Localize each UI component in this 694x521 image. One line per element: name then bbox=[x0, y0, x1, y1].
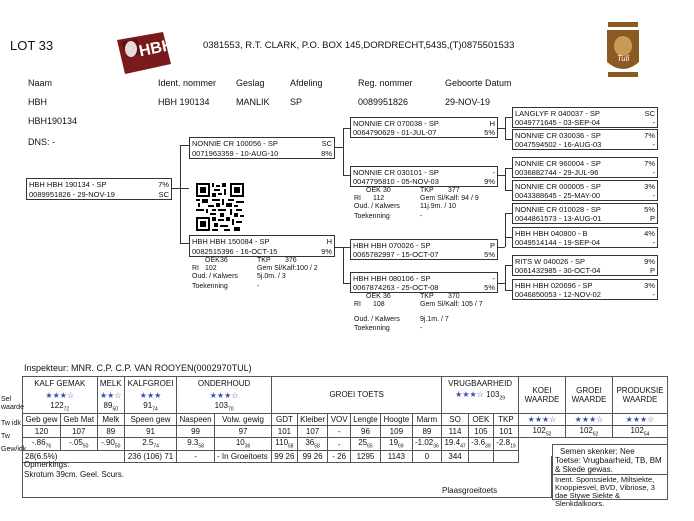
col-melk: Melk bbox=[97, 413, 124, 425]
hdr-groei-waarde: GROEI WAARDE bbox=[566, 377, 613, 414]
dd-oud-value: 9j.1m. / 7 bbox=[420, 316, 449, 323]
koei-index-cell bbox=[519, 425, 566, 438]
sd-oud-value: 11j.9m. / 10 bbox=[420, 203, 457, 210]
gew-idk-cell: 99 26 bbox=[272, 450, 298, 462]
stars-kalf-gemak: ★★★☆ bbox=[23, 390, 98, 402]
dam-oek-value: 36 bbox=[220, 257, 228, 264]
onderhoud-sub: 70 bbox=[227, 406, 234, 413]
dd-oek-label: OEK bbox=[366, 293, 381, 300]
stars-vrugbaarheid: ★★★☆ bbox=[455, 389, 484, 399]
gew-idk-cell: 99 26 bbox=[297, 450, 328, 462]
label-name: Naam bbox=[28, 78, 53, 88]
sd-ri-label: RI bbox=[354, 195, 361, 202]
hdr-kalfgroei: KALFGROEI bbox=[125, 377, 177, 390]
dam-gem: Gem Sl/Kalf:100 / 2 bbox=[257, 265, 318, 272]
tw-cell: $25_{65}$ bbox=[350, 438, 380, 451]
dns-value: DNS: - bbox=[28, 137, 55, 147]
sd-ri-value: 112 bbox=[373, 195, 385, 202]
tw-cell: $110_{58}$ bbox=[272, 438, 298, 451]
dd-tkp-value: 370 bbox=[448, 293, 460, 300]
col-hoogte: Hoogte bbox=[381, 413, 413, 425]
owner-line: 0381553, R.T. CLARK, P.O. BOX 145,DORDRECHT,5435,(T)0875501533 bbox=[203, 40, 515, 51]
col-marm: Marm bbox=[412, 413, 442, 425]
col-gdt: GDT bbox=[272, 413, 298, 425]
kalf-gemak-index: 122 bbox=[50, 401, 64, 411]
dd-gem: Gem Sl/Kalf: 105 / 7 bbox=[420, 301, 483, 308]
pedigree-g4-5: NONNIE CR 010028 - SP 5% 0044861573 - 13-AUG-01 P bbox=[512, 203, 658, 224]
dd-ri-value: 108 bbox=[373, 301, 385, 308]
side-label-tw: Tw bbox=[1, 433, 10, 440]
gew-idk-cell: - bbox=[177, 450, 215, 462]
kalfgroei-index: 91 bbox=[143, 401, 153, 411]
kalf-gemak-index-cell bbox=[23, 401, 98, 413]
gew-idk-cell: - 26 bbox=[328, 450, 350, 462]
tw-idk-cell: 120 bbox=[23, 425, 61, 438]
tw-cell: $-1.02_{36}$ bbox=[412, 438, 442, 451]
dd-toek-value: - bbox=[420, 325, 423, 332]
stars-koei: ★★★☆ bbox=[519, 413, 566, 425]
sd-oek-label: OEK bbox=[366, 187, 381, 194]
animal-ident: HBH 190134 bbox=[158, 97, 210, 107]
sd-oud-label: Oud. / Kalwers bbox=[354, 203, 400, 210]
stars-onderhoud: ★★★☆ bbox=[177, 390, 272, 402]
vaccinations-text: Inent. Sponssiekte, Miltsiekte, Knoppiesvel, BVD, Vibriose, 3 dae Stywe Siekte & Slenkdalkoors. bbox=[555, 475, 655, 508]
pedigree-g4-4: NONNIE CR 000005 - SP 3% 0043388645 - 25-MAY-00 - bbox=[512, 180, 658, 201]
tw-idk-cell: 107 bbox=[60, 425, 97, 438]
col-kleiber: Kleiber bbox=[297, 413, 328, 425]
tw-cell: - bbox=[328, 438, 350, 451]
col-volw-gewig: Volw. gewig bbox=[215, 413, 272, 425]
dam-toek-label: Toekenning bbox=[192, 283, 228, 290]
pedigree-dam-dam: HBH HBH 080106 - SP - 0067874263 - 25-OCT-08 5% bbox=[350, 272, 498, 293]
sd-tkp-value: 377 bbox=[448, 187, 460, 194]
tw-idk-cell: 107 bbox=[297, 425, 328, 438]
side-label-sel: Sel waarde bbox=[1, 396, 24, 411]
pedigree-sire: NONNIE CR 100056 - SP SC 0071963359 - 10-AUG-10 8% bbox=[189, 137, 335, 159]
tw-idk-cell: 96 bbox=[350, 425, 380, 438]
dam-ri-value: 102 bbox=[205, 265, 217, 272]
side-label-tw-idk: Tw idk bbox=[1, 420, 21, 427]
tw-cell: $10_{36}$ bbox=[215, 438, 272, 451]
tw-idk-cell: 101 bbox=[272, 425, 298, 438]
tests-text: Toetse: Vrugbaarheid, TB, BM & Skede gewas. bbox=[555, 456, 662, 474]
kalf-gemak-sub: 72 bbox=[63, 406, 70, 413]
pedigree-g4-6: HBH HBH 040800 - B 4% 0049514144 - 19-SEP-04 - bbox=[512, 227, 658, 248]
col-tkp: TKP bbox=[493, 413, 518, 425]
melk-index-cell bbox=[97, 401, 124, 413]
sd-gem: Gem Sl/Kalf: 94 / 9 bbox=[420, 195, 479, 202]
animal-sex: MANLIK bbox=[236, 97, 270, 107]
label-birth: Geboorte Datum bbox=[445, 78, 512, 88]
pedigree-dam-sire: HBH HBH 070026 - SP P 0065782997 - 15-OCT-07 5% bbox=[350, 239, 498, 260]
qr-code bbox=[196, 183, 244, 231]
lot-number: LOT 33 bbox=[10, 38, 54, 53]
pedigree-g4-3: NONNIE CR 960004 - SP 7% 0036882744 - 29-JUL-96 - bbox=[512, 157, 658, 178]
groei-index-cell bbox=[566, 425, 613, 438]
hdr-melk: MELK bbox=[97, 377, 124, 390]
stars-melk: ★★☆ bbox=[97, 390, 124, 402]
groei-sub: 62 bbox=[592, 431, 599, 438]
melk-sub: 50 bbox=[112, 406, 118, 413]
pedigree-g4-2: NONNIE CR 030036 - SP 7% 0047594502 - 16-AUG-03 - bbox=[512, 129, 658, 150]
inspector-line: Inspekteur: MNR. C.P. C.P. VAN ROOYEN(0002970TUL) bbox=[24, 363, 252, 373]
plaasgroeitoets-label: Plaasgroeitoets bbox=[442, 486, 498, 495]
vrug-index-cell bbox=[442, 390, 519, 402]
col-geb-gew: Geb gew bbox=[23, 413, 61, 425]
tw-cell: $-.86_{76}$ bbox=[23, 438, 61, 451]
dd-tkp-label: TKP bbox=[420, 293, 434, 300]
tw-idk-cell: 109 bbox=[381, 425, 413, 438]
koei-sub: 52 bbox=[545, 431, 552, 438]
koei-index: 102 bbox=[532, 425, 546, 435]
hdr-groei-toets: GROEI TOETS bbox=[272, 377, 442, 414]
vrug-index-sub: 29 bbox=[499, 395, 505, 402]
gew-idk-cell: 236 (106) 71 bbox=[125, 450, 177, 462]
tw-idk-cell: 99 bbox=[177, 425, 215, 438]
sd-toek-label: Toekenning bbox=[354, 213, 390, 220]
side-label-gew: Gew/idk bbox=[1, 446, 27, 453]
vrug-blank bbox=[442, 401, 519, 413]
kalfgroei-index-cell bbox=[125, 401, 177, 413]
sd-toek-value: - bbox=[420, 213, 423, 220]
onderhoud-index: 103 bbox=[214, 401, 228, 411]
produksie-index: 102 bbox=[630, 425, 644, 435]
tw-cell: $-3.6_{39}$ bbox=[468, 438, 493, 451]
dd-ri-label: RI bbox=[354, 301, 361, 308]
tuli-logo bbox=[604, 22, 642, 78]
produksie-index-cell bbox=[613, 425, 668, 438]
tw-cell: $19.4_{47}$ bbox=[442, 438, 469, 451]
col-lengte: Lengte bbox=[350, 413, 380, 425]
tw-cell: $-.05_{50}$ bbox=[60, 438, 97, 451]
tw-cell: $36_{58}$ bbox=[297, 438, 328, 451]
tw-idk-cell: 105 bbox=[468, 425, 493, 438]
kalfgroei-sub: 74 bbox=[152, 406, 158, 413]
hdr-kalf-gemak: KALF GEMAK bbox=[23, 377, 98, 390]
dd-oek-value: 36 bbox=[383, 293, 391, 300]
groei-index: 102 bbox=[579, 425, 593, 435]
tw-cell: $-.90_{50}$ bbox=[97, 438, 124, 451]
dam-toek-value: - bbox=[257, 283, 260, 290]
gew-idk-cell: 28(6.5%) bbox=[23, 450, 125, 462]
hdr-produksie-waarde: PRODUKSIE WAARDE bbox=[613, 377, 668, 414]
pedigree-self: HBH HBH 190134 - SP 7% 0089951826 - 29-NOV-19 SC bbox=[26, 178, 172, 200]
gew-idk-cell: 0 bbox=[412, 450, 442, 462]
label-ident: Ident. nommer bbox=[158, 78, 217, 88]
onderhoud-index-cell bbox=[177, 401, 272, 413]
vrug-index: 103 bbox=[486, 389, 500, 399]
label-reg: Reg. nommer bbox=[358, 78, 413, 88]
stars-groei: ★★★☆ bbox=[566, 413, 613, 425]
notes-text: Skrotum 39cm. Geel. Scurs. bbox=[24, 470, 125, 479]
pedigree-sire-dam: NONNIE CR 030101 - SP - 0047795810 - 05-NOV-03 9% bbox=[350, 166, 498, 187]
col-oek: OEK bbox=[468, 413, 493, 425]
notes-label: Opmerkings: bbox=[24, 460, 70, 469]
tw-idk-cell: 114 bbox=[442, 425, 469, 438]
tw-idk-cell: 89 bbox=[412, 425, 442, 438]
col-speen-gew: Speen gew bbox=[125, 413, 177, 425]
label-sex: Geslag bbox=[236, 78, 265, 88]
pedigree-dam: HBH HBH 150084 - SP H 0082515396 - 16-OCT-15 9% bbox=[189, 235, 335, 257]
gew-idk-cell: - In Groeitoets bbox=[215, 450, 272, 462]
col-geb-mat: Geb Mat bbox=[60, 413, 97, 425]
animal-reg: 0089951826 bbox=[358, 97, 409, 107]
pedigree-sire-sire: NONNIE CR 070038 - SP H 0064790629 - 01-JUL-07 5% bbox=[350, 117, 498, 138]
tw-idk-cell: 91 bbox=[125, 425, 177, 438]
dd-toek-label: Toekenning bbox=[354, 325, 390, 332]
col-so: SO bbox=[442, 413, 469, 425]
pedigree-g4-1: LANGLYF R 040037 - SP SC 0049771645 - 03-SEP-04 - bbox=[512, 107, 658, 128]
hbh-logo bbox=[113, 30, 175, 78]
col-vov: VOV bbox=[328, 413, 350, 425]
dam-oek-label: OEK bbox=[205, 257, 220, 264]
dam-tkp-value: 376 bbox=[285, 257, 297, 264]
gew-idk-cell: 1295 bbox=[350, 450, 380, 462]
tw-idk-cell: 89 bbox=[97, 425, 124, 438]
col-naspeen: Naspeen bbox=[177, 413, 215, 425]
animal-code: HBH190134 bbox=[28, 116, 78, 126]
gew-idk-cell: 344 bbox=[442, 450, 469, 462]
sd-oek-value: 30 bbox=[383, 187, 391, 194]
semen-donor: Semen skenker: Nee bbox=[560, 447, 635, 456]
animal-name: HBH bbox=[28, 97, 48, 107]
gew-idk-cell: 1143 bbox=[381, 450, 413, 462]
tw-cell: $2.5_{74}$ bbox=[125, 438, 177, 451]
tw-idk-cell: 97 bbox=[215, 425, 272, 438]
pedigree-g4-8: HBH HBH 020696 - SP 3% 0046850053 - 12-NOV-02 - bbox=[512, 279, 658, 300]
dam-tkp-label: TKP bbox=[257, 257, 271, 264]
tw-cell: $19_{69}$ bbox=[381, 438, 413, 451]
dam-oud-value: 5j.0m. / 3 bbox=[257, 273, 286, 280]
sd-tkp-label: TKP bbox=[420, 187, 434, 194]
animal-section: SP bbox=[290, 97, 303, 107]
hdr-vrugbaarheid: VRUGBAARHEID bbox=[442, 377, 519, 390]
hdr-koei-waarde: KOEI WAARDE bbox=[519, 377, 566, 414]
tw-cell: $-2.8_{19}$ bbox=[493, 438, 518, 451]
dam-oud-label: Oud. / Kalwers bbox=[192, 273, 238, 280]
dd-oud-label: Oud. / Kalwers bbox=[354, 316, 400, 323]
hdr-onderhoud: ONDERHOUD bbox=[177, 377, 272, 390]
animal-birth: 29-NOV-19 bbox=[445, 97, 491, 107]
pedigree-g4-7: RITS W 040026 - SP 9% 0061432985 - 30-OCT-04 P bbox=[512, 255, 658, 276]
tuli-logo-text: Tuli bbox=[617, 54, 630, 63]
stars-produksie: ★★★☆ bbox=[613, 413, 668, 425]
tw-idk-cell: - bbox=[328, 425, 350, 438]
stars-kalfgroei: ★★★ bbox=[125, 390, 177, 402]
label-section: Afdeling bbox=[290, 78, 323, 88]
dam-ri-label: RI bbox=[192, 265, 199, 272]
hbh-logo-text: HBH bbox=[137, 36, 175, 61]
tw-idk-cell: 101 bbox=[493, 425, 518, 438]
produksie-sub: 54 bbox=[643, 431, 650, 438]
tw-cell: $9.3_{58}$ bbox=[177, 438, 215, 451]
melk-index: 89 bbox=[103, 401, 113, 411]
